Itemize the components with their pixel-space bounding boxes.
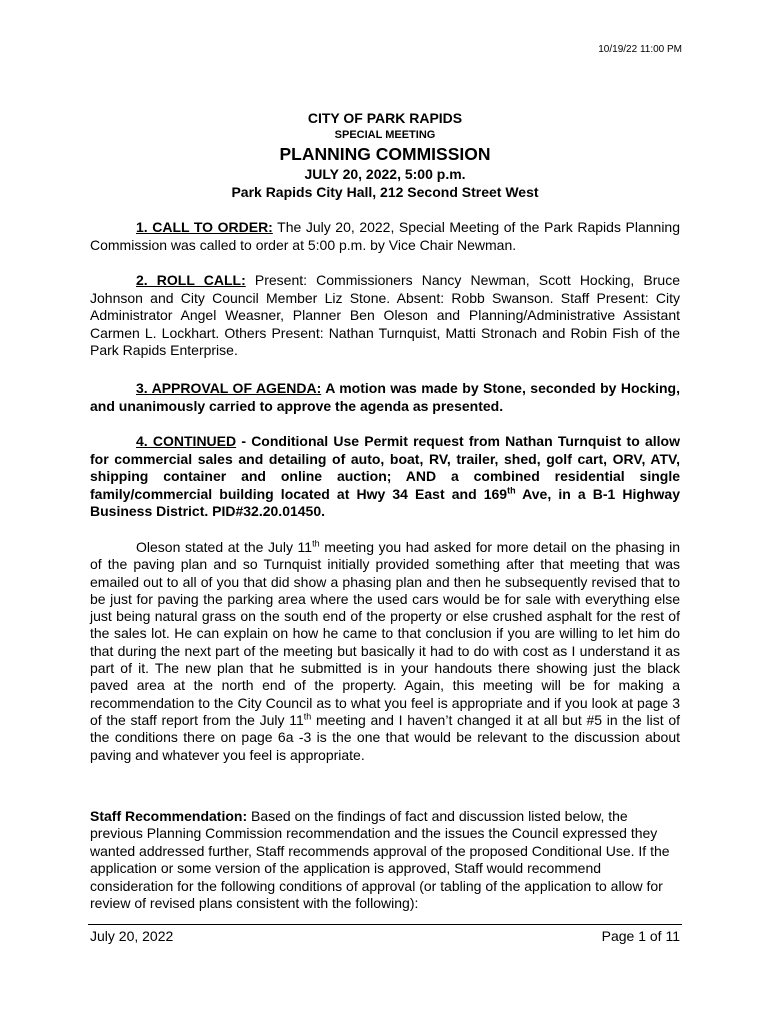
print-timestamp: 10/19/22 11:00 PM [598, 44, 682, 55]
meeting-date: JULY 20, 2022, 5:00 p.m. [304, 166, 466, 182]
oleson-text-start: Oleson stated at the July 11 [136, 539, 313, 555]
oleson-superscript-2: th [303, 711, 312, 722]
agenda-paragraph [90, 380, 680, 415]
staff-recommendation-heading: Staff Recommendation: [90, 808, 248, 824]
staff-recommendation-text: Based on the findings of fact and discussion listed below, the previous Planning Commission recommendation and the issues the Council expressed they wanted addressed further, Staff recommends approval of the proposed Conditional Use. If the application or some version of the application is approved, Staff would recommend consideration for the following conditions of approval (or tabling of the application to allow for review of revised plans consistent with the following): [90, 808, 670, 912]
meeting-type: SPECIAL MEETING [334, 129, 436, 141]
agenda-text: A motion was made by Stone, seconded by Hocking, and unanimously carried to approve the agenda as presented. [90, 380, 680, 414]
continued-text: - Conditional Use Permit request from Nathan Turnquist to allow for commercial sales and detailing of auto, boat, RV, trailer, shed, golf cart, ORV, ATV, shipping container and online auction; AND a combined residential single family/commercial building located at Hwy 34 East and 169 [90, 433, 680, 502]
roll-call-text: Present: Commissioners Nancy Newman, Scott Hocking, Bruce Johnson and City Council Member Liz Stone. Absent: Robb Swanson. Staff Present: City Administrator Angel Weasner, Planner Ben Oleson and Planning/Administrative Assistant Carmen L. Lockhart. Others Present: Nathan Turnquist, Matti Stronach and Robin Fish of the Park Rapids Enterprise. [90, 272, 680, 359]
footer-date: July 20, 2022 [90, 928, 174, 944]
continued-superscript: th [507, 485, 516, 496]
page-number: Page 1 of 11 [601, 928, 680, 944]
commission-title: PLANNING COMMISSION [279, 144, 491, 164]
continued-heading: 4. CONTINUED [136, 433, 237, 449]
oleson-text-middle: meeting you had asked for more detail on the phasing in of the paving plan and so Turnquist initially provided something after that meeting that was emailed out to all of you that did show a phasing plan and then he subsequently revised that to be just for paving the parking area where the used cars would be for sale with everything else just being natural grass on the south end of the property or else crushed asphalt for the rest of the sales lot. He can explain on how he came to that conclusion if you are willing to let him do that during the next part of the meeting but basically it had to do with cost as I understand it as part of it. The new plan that he submitted is in your handouts there showing just the black paved area at the north end of the property. Again, this meeting will be for making a recommendation to the City Council as to what you feel is appropriate and if you look at page 3 of the staff report from the July 11 [90, 539, 680, 728]
call-to-order-paragraph [90, 219, 680, 254]
oleson-text-end: meeting and I haven’t changed it at all but #5 in the list of the conditions there on page 6a -3 is the one that would be relevant to the discussion about paving and whatever you feel is appropriate. [90, 711, 681, 763]
staff-recommendation-paragraph [90, 808, 680, 912]
meeting-location: Park Rapids City Hall, 212 Second Street West [231, 184, 539, 200]
continued-text-end: Ave, in a B-1 Highway Business District. PID#32.20.01450. [90, 485, 681, 520]
oleson-superscript-1: th [312, 538, 320, 549]
call-to-order-heading: 1. CALL TO ORDER: [136, 219, 273, 235]
call-to-order-text: The July 20, 2022, Special Meeting of the Park Rapids Planning Commission was called to order at 5:00 p.m. by Vice Chair Newman. [90, 219, 680, 253]
roll-call-heading: 2. ROLL CALL: [136, 272, 246, 288]
roll-call-paragraph [90, 272, 680, 360]
city-name: CITY OF PARK RAPIDS [307, 110, 463, 126]
continued-paragraph [90, 433, 680, 521]
oleson-paragraph [90, 539, 680, 764]
document-header [90, 110, 680, 201]
footer-divider [88, 924, 682, 925]
agenda-heading: 3. APPROVAL OF AGENDA: [136, 380, 322, 396]
